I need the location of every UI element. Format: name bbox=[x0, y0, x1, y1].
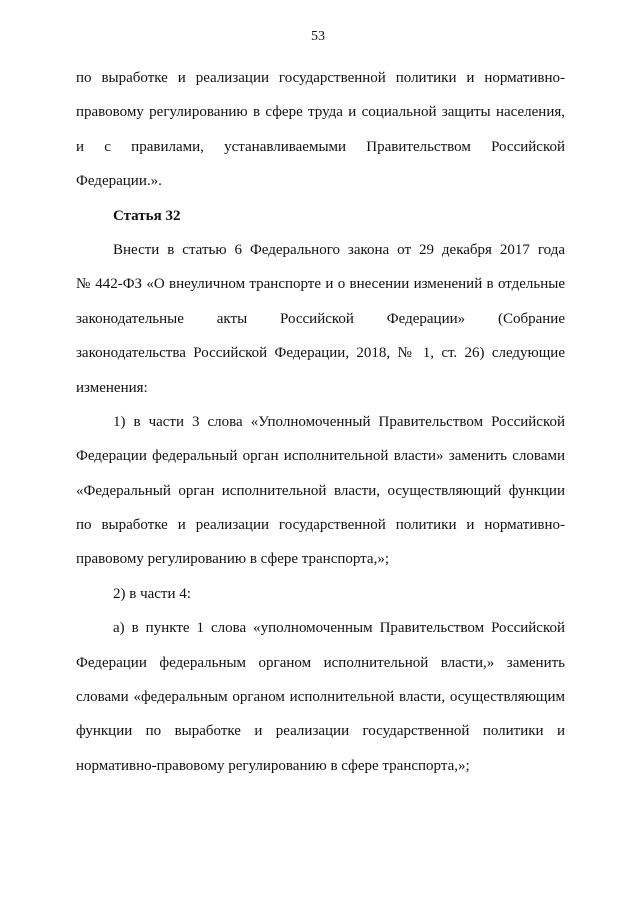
text-line: изменения: bbox=[76, 379, 148, 396]
text-line: «Федеральный орган исполнительной власти, осуществляющий функции bbox=[76, 482, 565, 499]
article-heading: Статья 32 bbox=[113, 207, 181, 224]
text-line: и с правилами, устанавливаемыми Правительством Российской bbox=[76, 138, 565, 155]
text-line: Федерации федеральный орган исполнительной власти» заменить словами bbox=[76, 448, 565, 465]
text-line: функции по выработке и реализации государственной политики и bbox=[76, 723, 565, 740]
text-line: 2) в части 4: bbox=[113, 585, 191, 602]
text-line: законодательства Российской Федерации, 2018, № 1, ст. 26) следующие bbox=[76, 345, 565, 362]
text-line: а) в пункте 1 слова «уполномоченным Правительством Российской bbox=[113, 620, 565, 637]
text-line: словами «федеральным органом исполнительной власти, осуществляющим bbox=[76, 689, 565, 706]
article-intro-paragraph bbox=[76, 233, 565, 405]
continuation-paragraph bbox=[76, 61, 565, 199]
text-line: правовому регулированию в сфере транспорта,»; bbox=[76, 551, 390, 568]
text-line: нормативно-правовому регулированию в сфере транспорта,»; bbox=[76, 757, 470, 774]
text-line: по выработке и реализации государственной политики и нормативно- bbox=[76, 70, 565, 86]
document-text bbox=[76, 61, 565, 783]
text-line: Федерации федеральным органом исполнительной власти,» заменить bbox=[76, 654, 565, 671]
text-line: № 442-ФЗ «О внеуличном транспорте и о внесении изменений в отдельные bbox=[76, 276, 565, 293]
text-line: Внести в статью 6 Федерального закона от 29 декабря 2017 года bbox=[113, 241, 565, 258]
text-line: по выработке и реализации государственной политики и нормативно- bbox=[76, 517, 565, 534]
text-line: Федерации.». bbox=[76, 173, 162, 190]
text-line: правовому регулированию в сфере труда и социальной защиты населения, bbox=[76, 104, 565, 121]
text-line: 1) в части 3 слова «Уполномоченный Правительством Российской bbox=[113, 413, 565, 430]
item-1-paragraph bbox=[76, 405, 565, 577]
page-number: 53 bbox=[311, 29, 325, 44]
text-line: законодательные акты Российской Федерации» (Собрание bbox=[76, 310, 565, 327]
item-2-paragraph bbox=[76, 577, 565, 611]
item-2a-paragraph bbox=[76, 611, 565, 783]
